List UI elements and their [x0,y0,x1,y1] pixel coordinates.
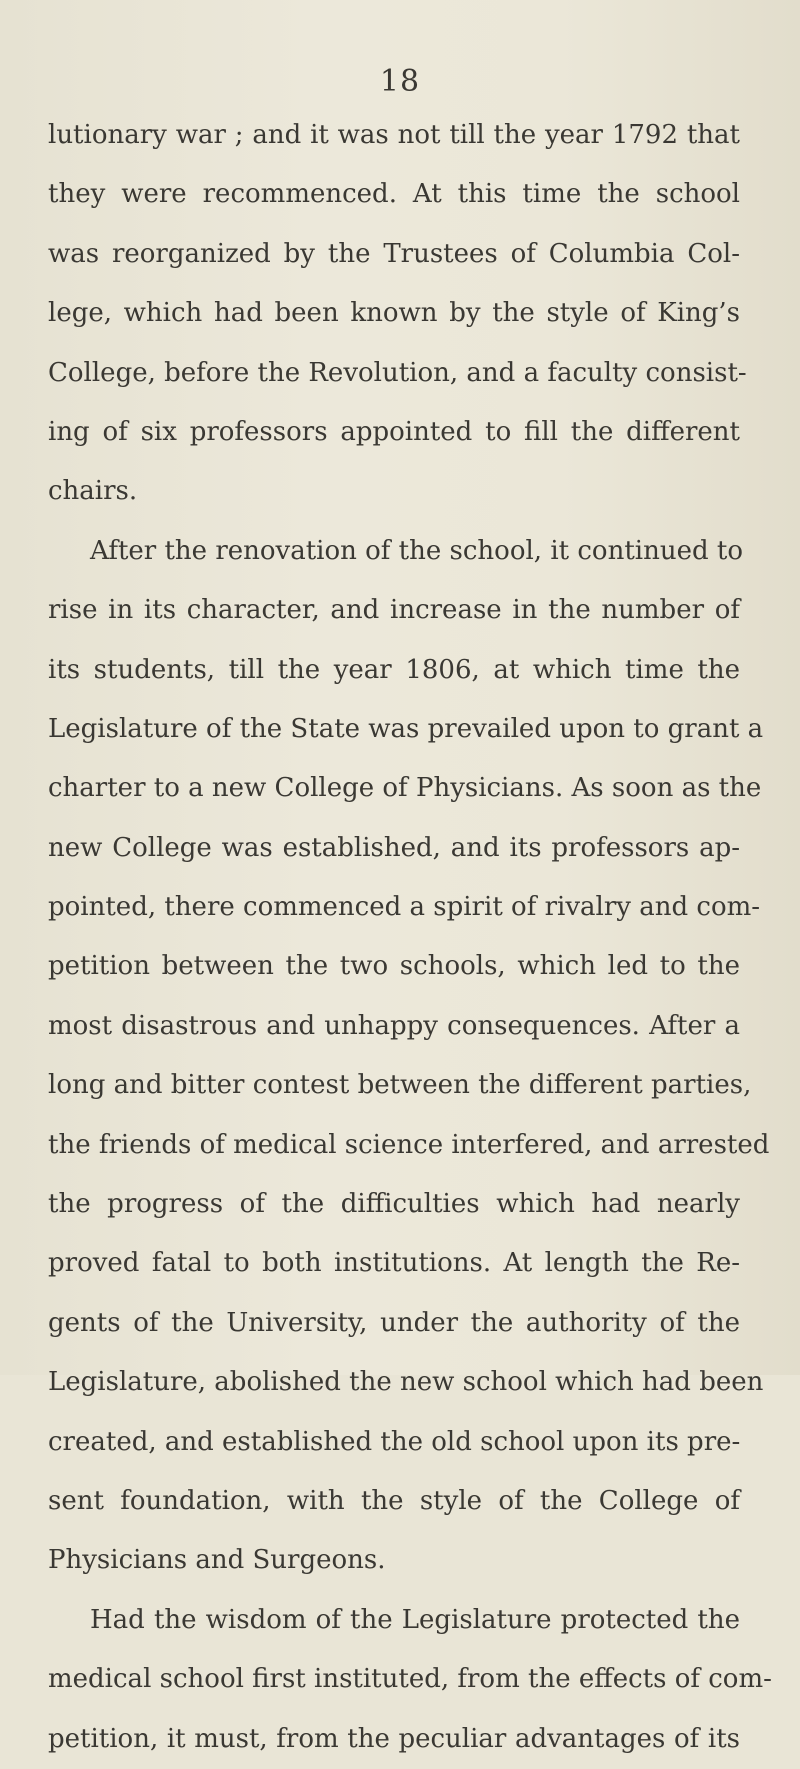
paragraph-start-line: Had the wisdom of the Legislature protected the [90,1604,740,1635]
text-line: rise in its character, and increase in the number of [48,595,740,626]
page-number: 18 [379,64,421,99]
text-line: new College was established, and its professors ap- [48,832,740,863]
text-line: created, and established the old school upon its pre- [48,1426,741,1457]
text-line: gents of the University, under the authority of the [48,1307,740,1338]
text-line: College, before the Revolution, and a faculty consist- [48,357,747,388]
text-line: Legislature of the State was prevailed upon to grant a [48,713,764,744]
text-line: the progress of the difficulties which had nearly [48,1189,740,1220]
paragraph-start-line: After the renovation of the school, it continued to [90,535,743,566]
text-line: charter to a new College of Physicians. As soon as the [48,773,762,804]
text-line: petition, it must, from the peculiar advantages of its [48,1723,740,1754]
text-line: ing of six professors appointed to fill the different [48,416,740,447]
text-line: the friends of medical science interfered, and arrested [48,1129,770,1160]
text-line: lutionary war ; and it was not till the year 1792 that [48,120,740,150]
text-line: pointed, there commenced a spirit of rivalry and com- [48,892,761,923]
text-line: sent foundation, with the style of the College of [48,1485,740,1516]
text-line: its students, till the year 1806, at which time the [48,654,740,685]
text-line: long and bitter contest between the different parties, [48,1070,752,1101]
paragraph-end-line: Physicians and Surgeons. [48,1545,386,1576]
text-line: lege, which had been known by the style of King’s [48,298,740,329]
text-line: most disastrous and unhappy consequences. After a [48,1010,740,1041]
text-line: they were recommenced. At this time the school [48,179,740,210]
text-line: proved fatal to both institutions. At length the Re- [48,1248,740,1279]
text-line: Legislature, abolished the new school which had been [48,1367,764,1398]
text-line: was reorganized by the Trustees of Columbia Col- [48,238,740,269]
text-line: petition between the two schools, which led to the [48,951,740,982]
text-line: medical school first instituted, from the effects of com- [48,1664,772,1695]
body-text [48,106,772,1769]
paragraph-end-line: chairs. [48,476,138,507]
